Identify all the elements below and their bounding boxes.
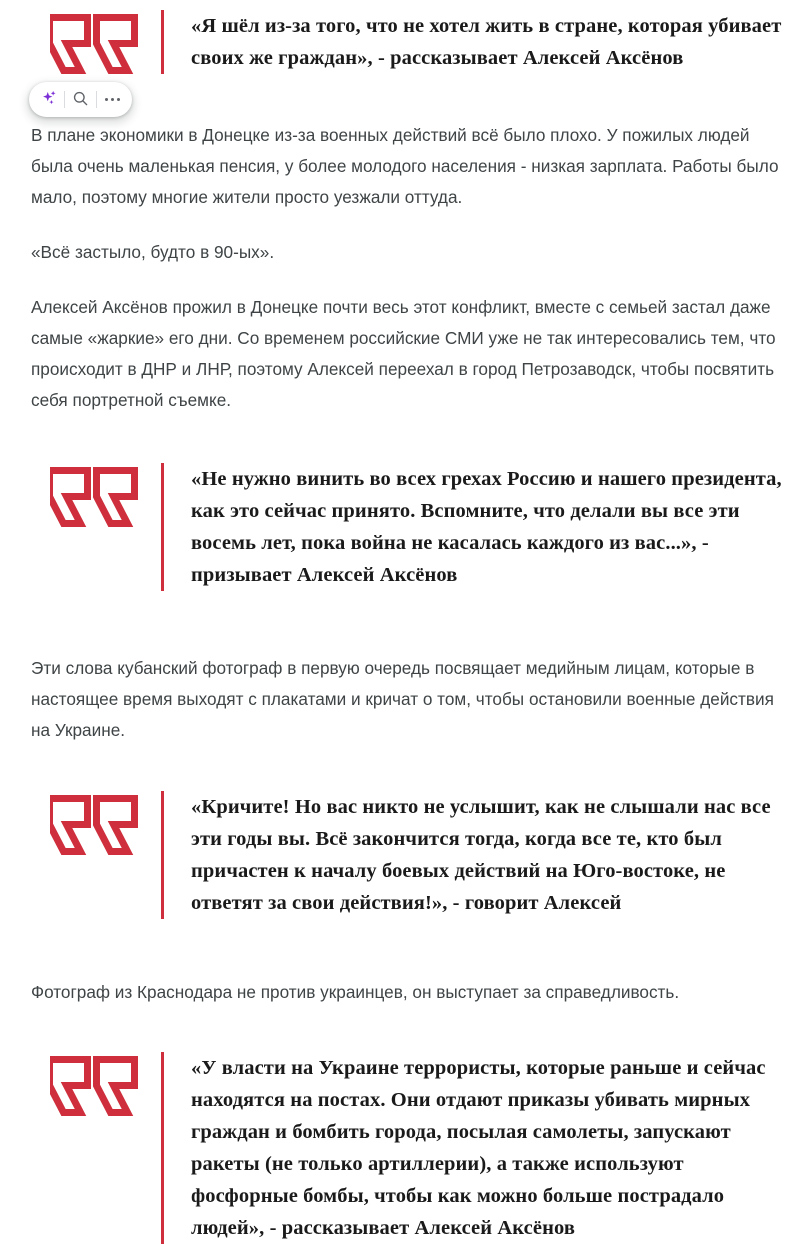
sparkle-icon [39,89,58,111]
blockquote-text-container [161,10,792,74]
blockquote-text-container [161,1052,792,1244]
article-content [0,10,812,1244]
floating-selection-toolbar[interactable] [29,82,132,117]
ellipsis-icon [105,98,120,101]
magnifier-icon [72,90,89,110]
blockquote [0,791,812,919]
blockquote-text-container [161,463,792,591]
quote-mark-icon [31,1052,161,1118]
more-options-button[interactable] [97,84,128,115]
quote-mark-icon [31,10,161,76]
quote-mark-icon [31,791,161,857]
blockquote-text: «Не нужно винить во всех грехах Россию и нашего президента, как это сейчас принято. Вспомните, что делали вы все эти восемь лет, пока война не касалась каждого из вас...», - призывает Алексей Аксёнов [191,468,782,586]
blockquote-text: «Кричите! Но вас никто не услышит, как не слышали нас все эти годы вы. Всё закончится тогда, когда все те, кто был причастен к началу боевых действий на Юго-востоке, не ответят за свои действия!», - говорит Алексей [191,796,771,914]
quote-mark-icon [31,463,161,529]
blockquote-text: «У власти на Украине террористы, которые раньше и сейчас находятся на постах. Они отдают приказы убивать мирных граждан и бомбить города, посылая самолеты, запускают ракеты (не только артиллерии), а также используют фосфорные бомбы, чтобы как можно больше пострадало людей», - рассказывает Алексей Аксёнов [191,1057,766,1239]
blockquote [0,1052,812,1244]
blockquote [0,463,812,591]
paragraph: «Всё застыло, будто в 90-ых». [31,242,275,262]
blockquote [0,10,812,76]
blockquote-text-container [161,791,792,919]
search-button[interactable] [65,84,96,115]
paragraph: В плане экономики в Донецке из-за военных действий всё было плохо. У пожилых людей была очень маленькая пенсия, у более молодого населения - низкая зарплата. Работы было мало, поэтому многие жители просто уезжали оттуда. [31,125,779,207]
paragraph: Эти слова кубанский фотограф в первую очередь посвящает медийным лицам, которые в настоящее время выходят с плакатами и кричат о том, чтобы остановили военные действия на Украине. [31,658,774,740]
paragraph: Алексей Аксёнов прожил в Донецке почти весь этот конфликт, вместе с семьей застал даже самые «жаркие» его дни. Со временем российские СМИ уже не так интересовались тем, что происходит в ДНР и ЛНР, поэтому Алексей переехал в город Петрозаводск, чтобы посвятить себя портретной съемке. [31,297,776,410]
ai-sparkle-button[interactable] [33,84,64,115]
paragraph: Фотограф из Краснодара не против украинцев, он выступает за справедливость. [31,982,680,1002]
blockquote-text: «Я шёл из-за того, что не хотел жить в стране, которая убивает своих же граждан», - рассказывает Алексей Аксёнов [191,15,782,69]
